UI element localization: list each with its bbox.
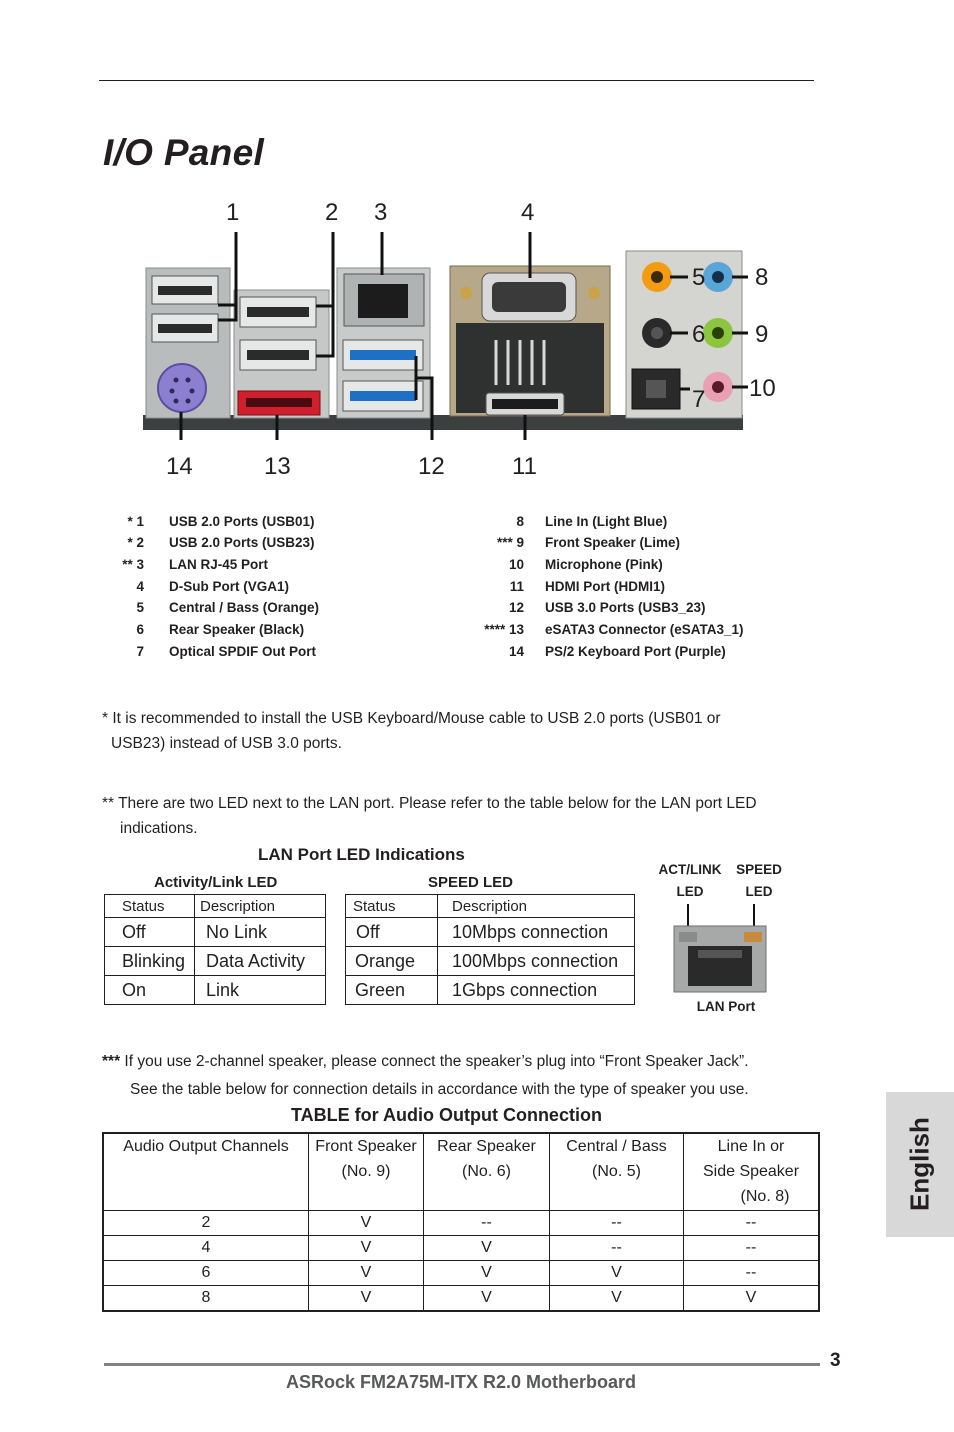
table-row: [103, 1261, 819, 1286]
lan-note-line1: ** There are two LED next to the LAN port. Please refer to the table below for the LAN port LED: [102, 795, 757, 812]
table-cell: V: [424, 1236, 550, 1261]
table-cell: No Link: [195, 918, 326, 947]
audio-header-front: Front Speaker (No. 9): [309, 1133, 424, 1211]
table-cell: Blinking: [105, 947, 195, 976]
audio-output-table: [102, 1132, 820, 1312]
table-cell: 100Mbps connection: [438, 947, 635, 976]
lan-port-caption: LAN Port: [696, 999, 756, 1014]
speaker-note-text: If you use 2-channel speaker, please connect the speaker’s plug into “Front Speaker Jack”.: [124, 1053, 749, 1070]
page-title: I/O Panel: [103, 132, 265, 173]
table-cell: V: [309, 1286, 424, 1312]
table-cell: 10Mbps connection: [438, 918, 635, 947]
footer-rule: [104, 1363, 820, 1366]
callout-6: 6: [692, 321, 706, 348]
table-cell: V: [424, 1286, 550, 1312]
lan-table-title: LAN Port LED Indications: [258, 845, 465, 864]
table-cell: On: [105, 976, 195, 1005]
callout-2: 2: [325, 199, 339, 226]
footer-text: ASRock FM2A75M-ITX R2.0 Motherboard: [286, 1372, 637, 1392]
audio-header-rear: Rear Speaker (No. 6): [424, 1133, 550, 1211]
table-cell: Green: [346, 976, 438, 1005]
table-cell: Off: [346, 918, 438, 947]
language-tab-label: English: [904, 1117, 935, 1211]
callout-5: 5: [692, 264, 706, 291]
activity-header-status: Status: [105, 895, 195, 918]
callout-3: 3: [374, 199, 388, 226]
table-row: [103, 1236, 819, 1261]
act-link-led-label: ACT/LINK LED: [658, 862, 722, 899]
language-tab: [886, 1092, 954, 1237]
callout-7: 7: [692, 386, 706, 413]
speaker-note-line1: [102, 1049, 749, 1074]
speed-led-table: [345, 894, 635, 1005]
table-cell: 6: [103, 1261, 309, 1286]
table-row: [105, 918, 326, 947]
table-cell: 1Gbps connection: [438, 976, 635, 1005]
speed-led: [744, 932, 762, 942]
table-row: [105, 947, 326, 976]
page-number: 3: [830, 1350, 841, 1371]
usb-note-line2: USB23) instead of USB 3.0 ports.: [111, 735, 342, 752]
activity-table-title: Activity/Link LED: [154, 874, 278, 891]
speed-led-label: SPEED LED: [736, 862, 782, 899]
table-cell: Link: [195, 976, 326, 1005]
table-cell: V: [424, 1261, 550, 1286]
table-cell: --: [684, 1211, 820, 1236]
callout-8: 8: [755, 264, 769, 291]
callout-11: 11: [512, 453, 537, 480]
table-row: [346, 918, 635, 947]
io-panel-diagram: [140, 195, 780, 440]
table-cell: 4: [103, 1236, 309, 1261]
callout-14: 14: [166, 453, 193, 480]
top-rule: [99, 80, 814, 81]
table-row: [346, 947, 635, 976]
table-cell: 8: [103, 1286, 309, 1312]
audio-header-channels: Audio Output Channels: [103, 1133, 309, 1211]
table-cell: --: [684, 1236, 820, 1261]
table-row: [103, 1211, 819, 1236]
table-cell: V: [684, 1286, 820, 1312]
table-cell: V: [550, 1261, 684, 1286]
lan-note-line2: indications.: [120, 820, 198, 837]
table-row: [105, 976, 326, 1005]
speaker-note-mark: ***: [102, 1053, 121, 1070]
callout-12: 12: [418, 453, 445, 480]
speed-header-description: Description: [438, 895, 635, 918]
table-cell: --: [550, 1211, 684, 1236]
activity-header-description: Description: [195, 895, 326, 918]
table-cell: V: [309, 1211, 424, 1236]
callout-10: 10: [749, 375, 776, 402]
speed-header-status: Status: [346, 895, 438, 918]
table-cell: Orange: [346, 947, 438, 976]
usb-note-line1: * It is recommended to install the USB Keyboard/Mouse cable to USB 2.0 ports (USB01 or: [102, 710, 721, 727]
activity-led-table: [104, 894, 326, 1005]
table-cell: --: [684, 1261, 820, 1286]
callout-1: 1: [226, 199, 240, 226]
audio-header-central: Central / Bass (No. 5): [550, 1133, 684, 1211]
act-led: [679, 932, 697, 942]
table-cell: --: [424, 1211, 550, 1236]
callout-9: 9: [755, 321, 769, 348]
table-row: [103, 1286, 819, 1312]
audio-table-title: TABLE for Audio Output Connection: [291, 1105, 602, 1125]
callout-4: 4: [521, 199, 535, 226]
table-cell: Off: [105, 918, 195, 947]
lan-port-figure: [670, 900, 770, 995]
table-cell: --: [550, 1236, 684, 1261]
audio-header-line-in: Line In or Side Speaker (No. 8): [684, 1133, 820, 1211]
callout-13: 13: [264, 453, 291, 480]
table-cell: V: [550, 1286, 684, 1312]
speed-table-title: SPEED LED: [428, 874, 514, 891]
table-cell: V: [309, 1261, 424, 1286]
speaker-note-line2: See the table below for connection details in accordance with the type of speaker you use.: [130, 1081, 749, 1098]
table-cell: V: [309, 1236, 424, 1261]
table-cell: 2: [103, 1211, 309, 1236]
table-row: [346, 976, 635, 1005]
ps2-port: [158, 364, 206, 412]
table-cell: Data Activity: [195, 947, 326, 976]
